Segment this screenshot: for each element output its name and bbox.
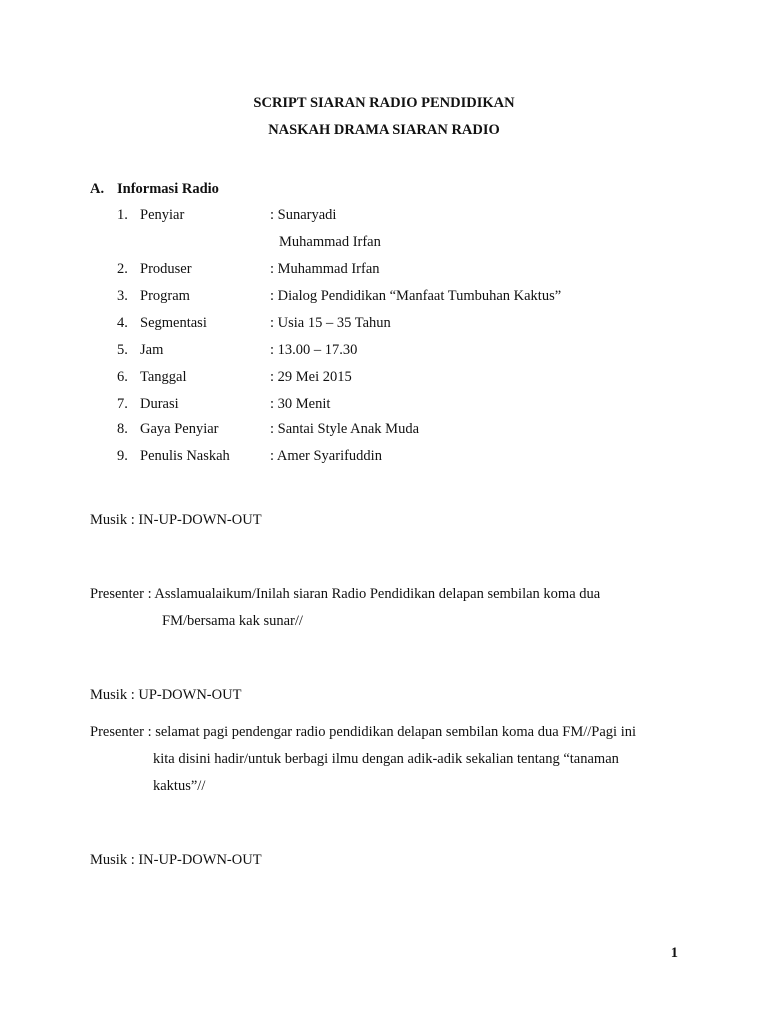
info-item-label: Durasi [140,396,179,412]
info-item-label: Program [140,288,190,304]
info-item-label: Segmentasi [140,315,207,331]
info-item-value-continued: Muhammad Irfan [279,234,381,250]
info-item-value: : Santai Style Anak Muda [270,421,420,437]
info-item-value: : 13.00 – 17.30 [270,342,358,358]
info-item-number: 4. [117,315,128,331]
info-item-label: Penyiar [140,207,185,223]
page-number: 1 [670,945,678,961]
info-item-label: Tanggal [140,369,187,385]
section-a-marker: A. [90,181,105,197]
info-item-value: : 29 Mei 2015 [270,369,352,385]
info-item-number: 9. [117,448,128,464]
info-item-value: : Muhammad Irfan [270,261,380,277]
presenter-line: Presenter : selamat pagi pendengar radio pendidikan delapan sembilan koma dua FM//Pagi ini [90,724,637,740]
music-cue: Musik : UP-DOWN-OUT [90,687,242,703]
info-item-label: Produser [140,261,192,277]
info-item-number: 1. [117,207,128,223]
info-item-number: 5. [117,342,128,358]
info-item-number: 7. [117,396,128,412]
info-item-number: 3. [117,288,128,304]
info-item-label: Jam [140,342,164,358]
presenter-line-continued: kaktus”// [153,778,206,794]
document-subtitle: NASKAH DRAMA SIARAN RADIO [268,122,500,138]
document-title: SCRIPT SIARAN RADIO PENDIDIKAN [253,95,515,111]
info-item-value: : Sunaryadi [270,207,337,223]
info-item-value: : Usia 15 – 35 Tahun [270,315,391,331]
info-item-number: 6. [117,369,128,385]
presenter-line: Presenter : Asslamualaikum/Inilah siaran Radio Pendidikan delapan sembilan koma dua [90,586,601,602]
info-item-value: : Dialog Pendidikan “Manfaat Tumbuhan Kaktus” [270,288,562,304]
info-item-value: : 30 Menit [270,396,331,412]
info-item-label: Penulis Naskah [140,448,230,464]
music-cue: Musik : IN-UP-DOWN-OUT [90,852,262,868]
info-item-number: 2. [117,261,128,277]
section-a-heading: Informasi Radio [117,181,219,197]
presenter-line-continued: kita disini hadir/untuk berbagi ilmu dengan adik-adik sekalian tentang “tanaman [153,751,619,767]
info-item-number: 8. [117,421,128,437]
music-cue: Musik : IN-UP-DOWN-OUT [90,512,262,528]
info-item-label: Gaya Penyiar [140,421,219,437]
info-item-value: : Amer Syarifuddin [270,448,382,464]
presenter-line-continued: FM/bersama kak sunar// [162,613,303,629]
